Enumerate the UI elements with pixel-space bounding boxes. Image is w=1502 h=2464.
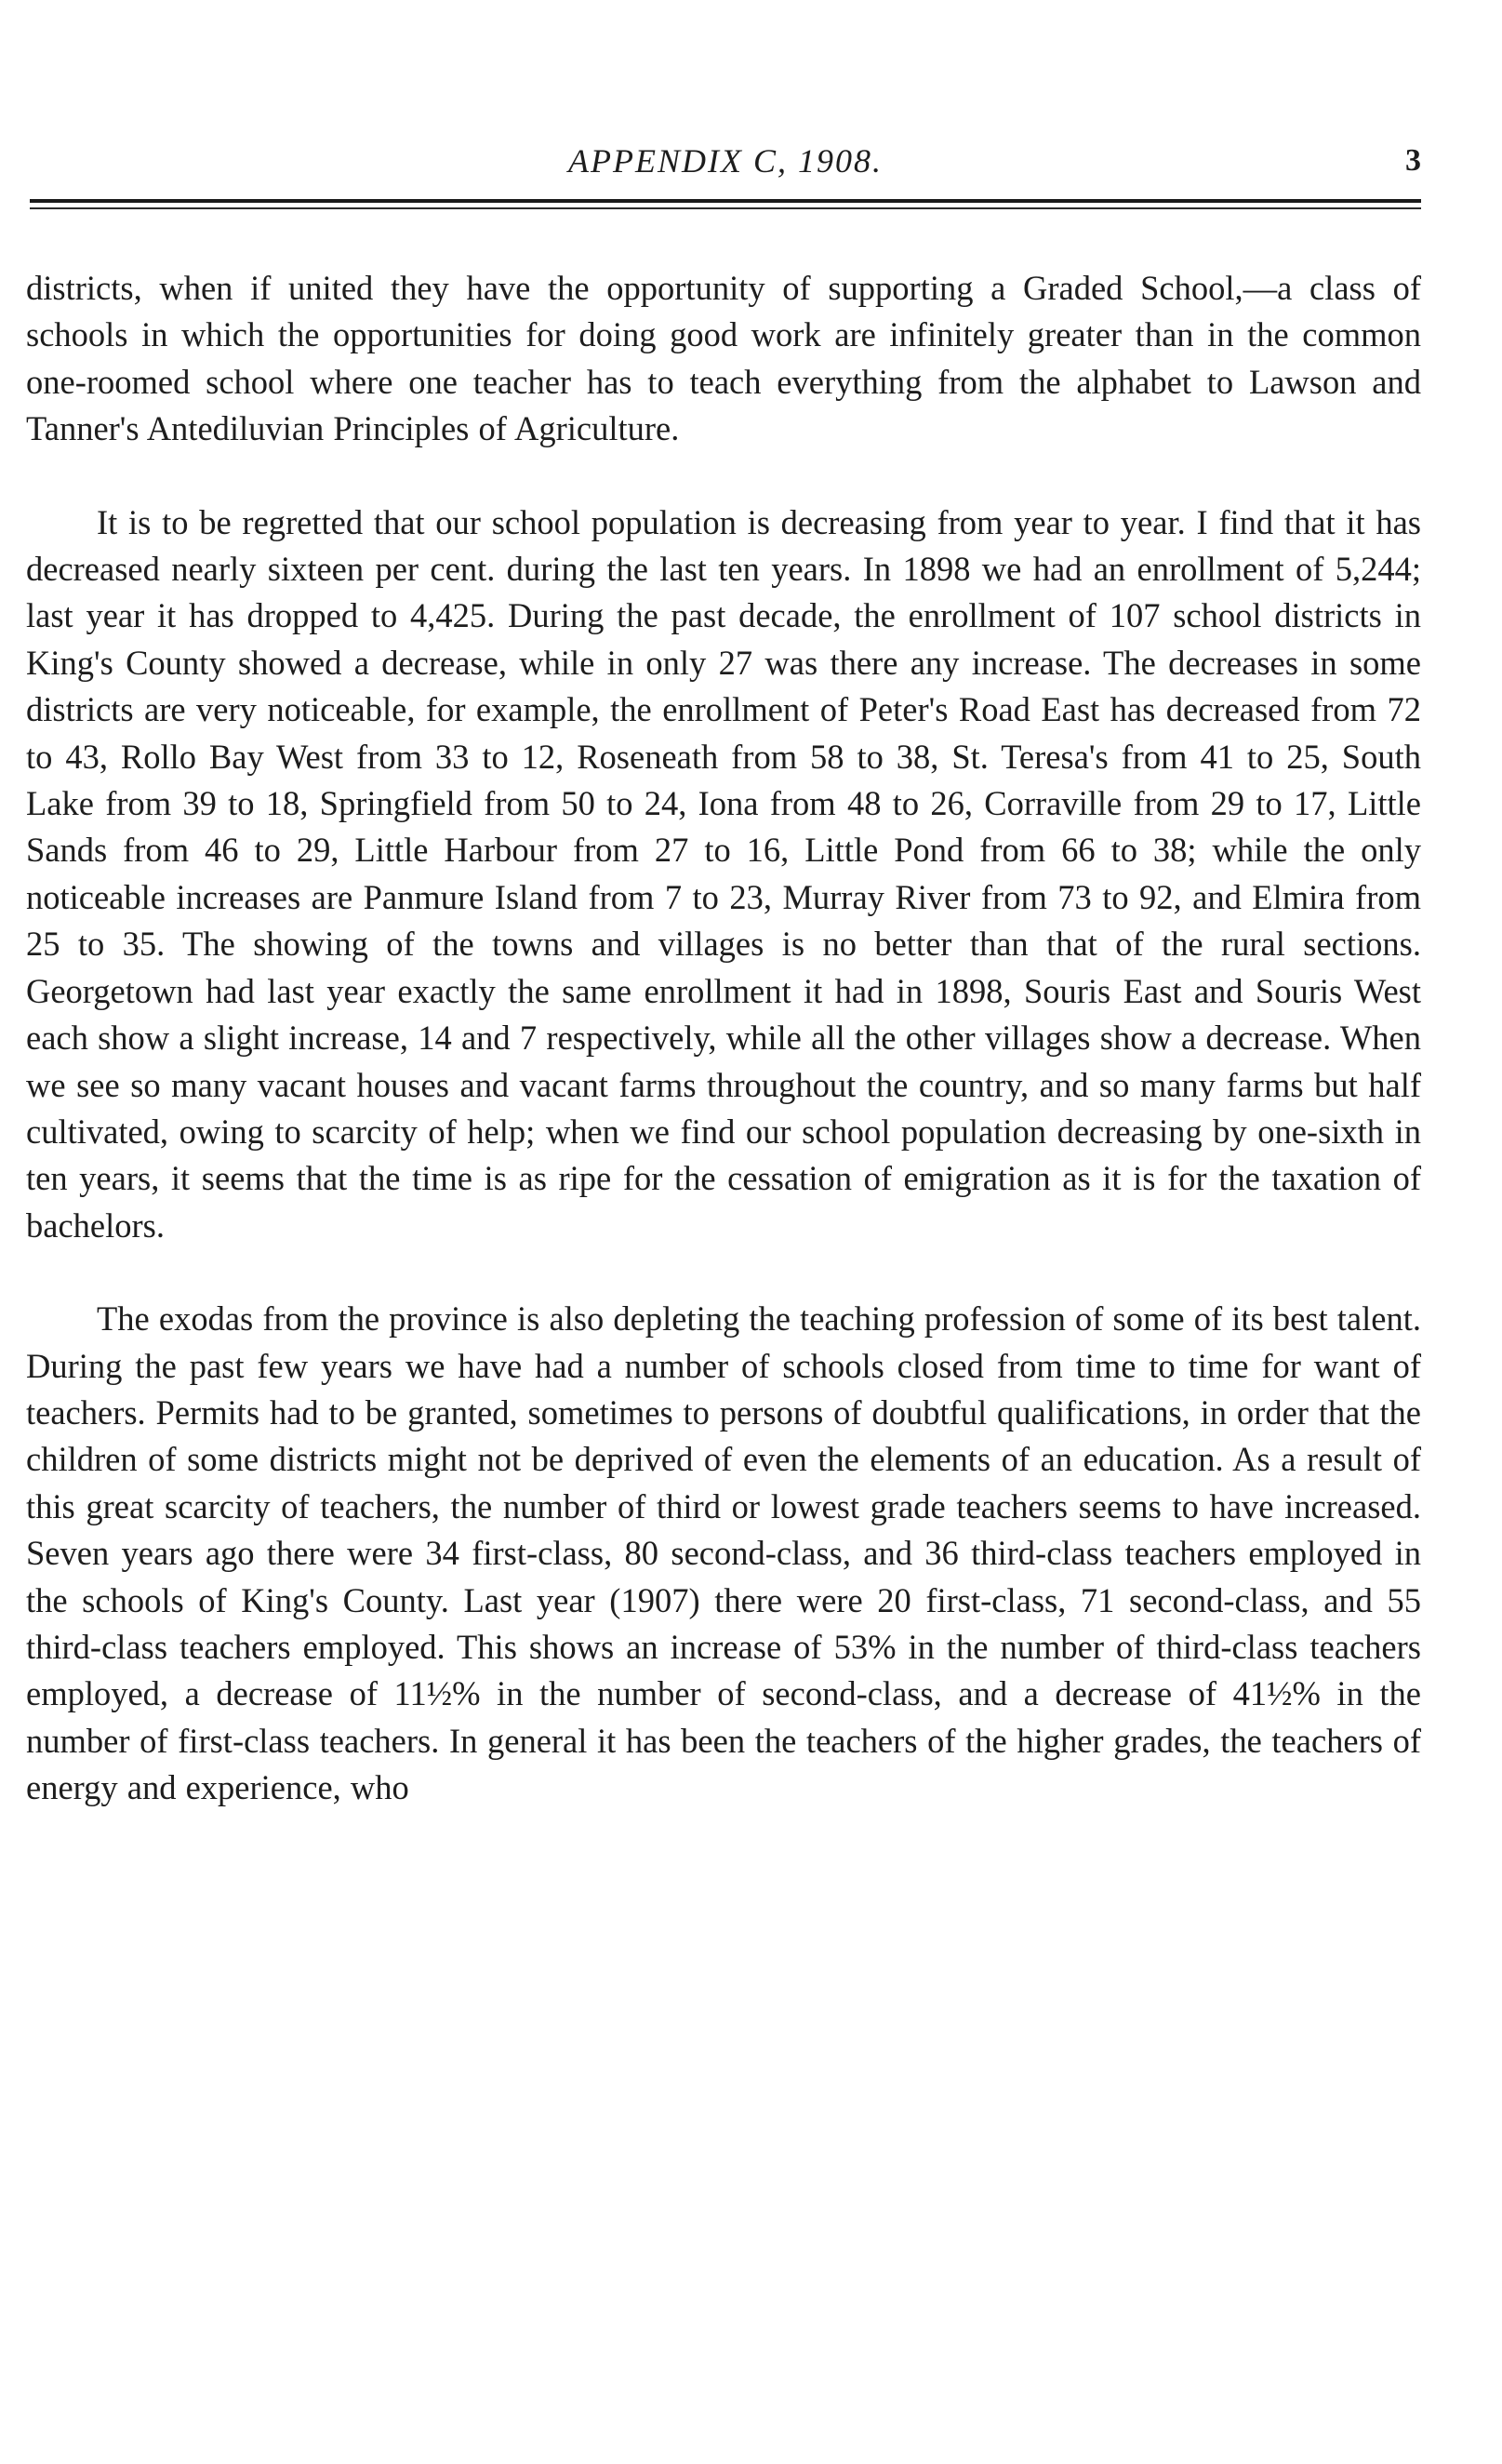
page-header [30,138,1421,193]
paragraph-school-population: It is to be regretted that our school population is decreasing from year to year. I find that it has decreased nearly sixteen per cent. during the last ten years. In 1898 we had an enrollment of 5,244; last year it has dropped to 4,425. During the past decade, the enrollment of 107 school districts in King's County showed a decrease, while in only 27 was there any increase. The decreases in some districts are very noticeable, for example, the enrollment of Peter's Road East has decreased from 72 to 43, Rollo Bay West from 33 to 12, Roseneath from 58 to 38, St. Teresa's from 41 to 25, South Lake from 39 to 18, Springfield from 50 to 24, Iona from 48 to 26, Corraville from 29 to 17, Little Sands from 46 to 29, Little Harbour from 27 to 16, Little Pond from 66 to 38; while the only noticeable increases are Panmure Island from 7 to 23, Murray River from 73 to 92, and Elmira from 25 to 35. The showing of the towns and villages is no better than that of the rural sections. Georgetown had last year exactly the same enrollment it had in 1898, Souris East and Souris West each show a slight increase, 14 and 7 respectively, while all the other villages show a decrease. When we see so many vacant houses and vacant farms throughout the country, and so many farms but half cultivated, owing to scarcity of help; when we find our school population decreasing by one-sixth in ten years, it seems that the time is as ripe for the cessation of emigration as it is for the taxation of bachelors. [26,502,1421,1245]
running-title: APPENDIX C, 1908. [568,142,883,180]
header-rule-thick [30,199,1421,203]
body-text [26,265,1421,1812]
paragraph-continuation: districts, when if united they have the opportunity of supporting a Graded School,—a class of schools in which the opportunities for doing good work are infinitely greater than in the common one-roomed school where one teacher has to teach everything from the alphabet to Lawson and Tanner's Antediluvian Principles of Agriculture. [26,269,1421,448]
header-rule-thin [30,207,1421,209]
page-number: 3 [1405,143,1421,178]
paragraph-teacher-exodus: The exodas from the province is also depleting the teaching profession of some of its best talent. During the past few years we have had a number of schools closed from time to time for want of teachers. Permits had to be granted, sometimes to persons of doubtful qualifications, in order that the children of some districts might not be deprived of even the elements of an education. As a result of this great scarcity of teachers, the number of third or lowest grade teachers seems to have increased. Seven years ago there were 34 first-class, 80 second-class, and 36 third-class teachers employed in the schools of King's County. Last year (1907) there were 20 first-class, 71 second-class, and 55 third-class teachers employed. This shows an increase of 53% in the number of third-class teachers employed, a decrease of 11½% in the number of second-class, and a decrease of 41½% in the number of first-class teachers. In general it has been the teachers of the higher grades, the teachers of energy and experience, who [26,1299,1421,1807]
